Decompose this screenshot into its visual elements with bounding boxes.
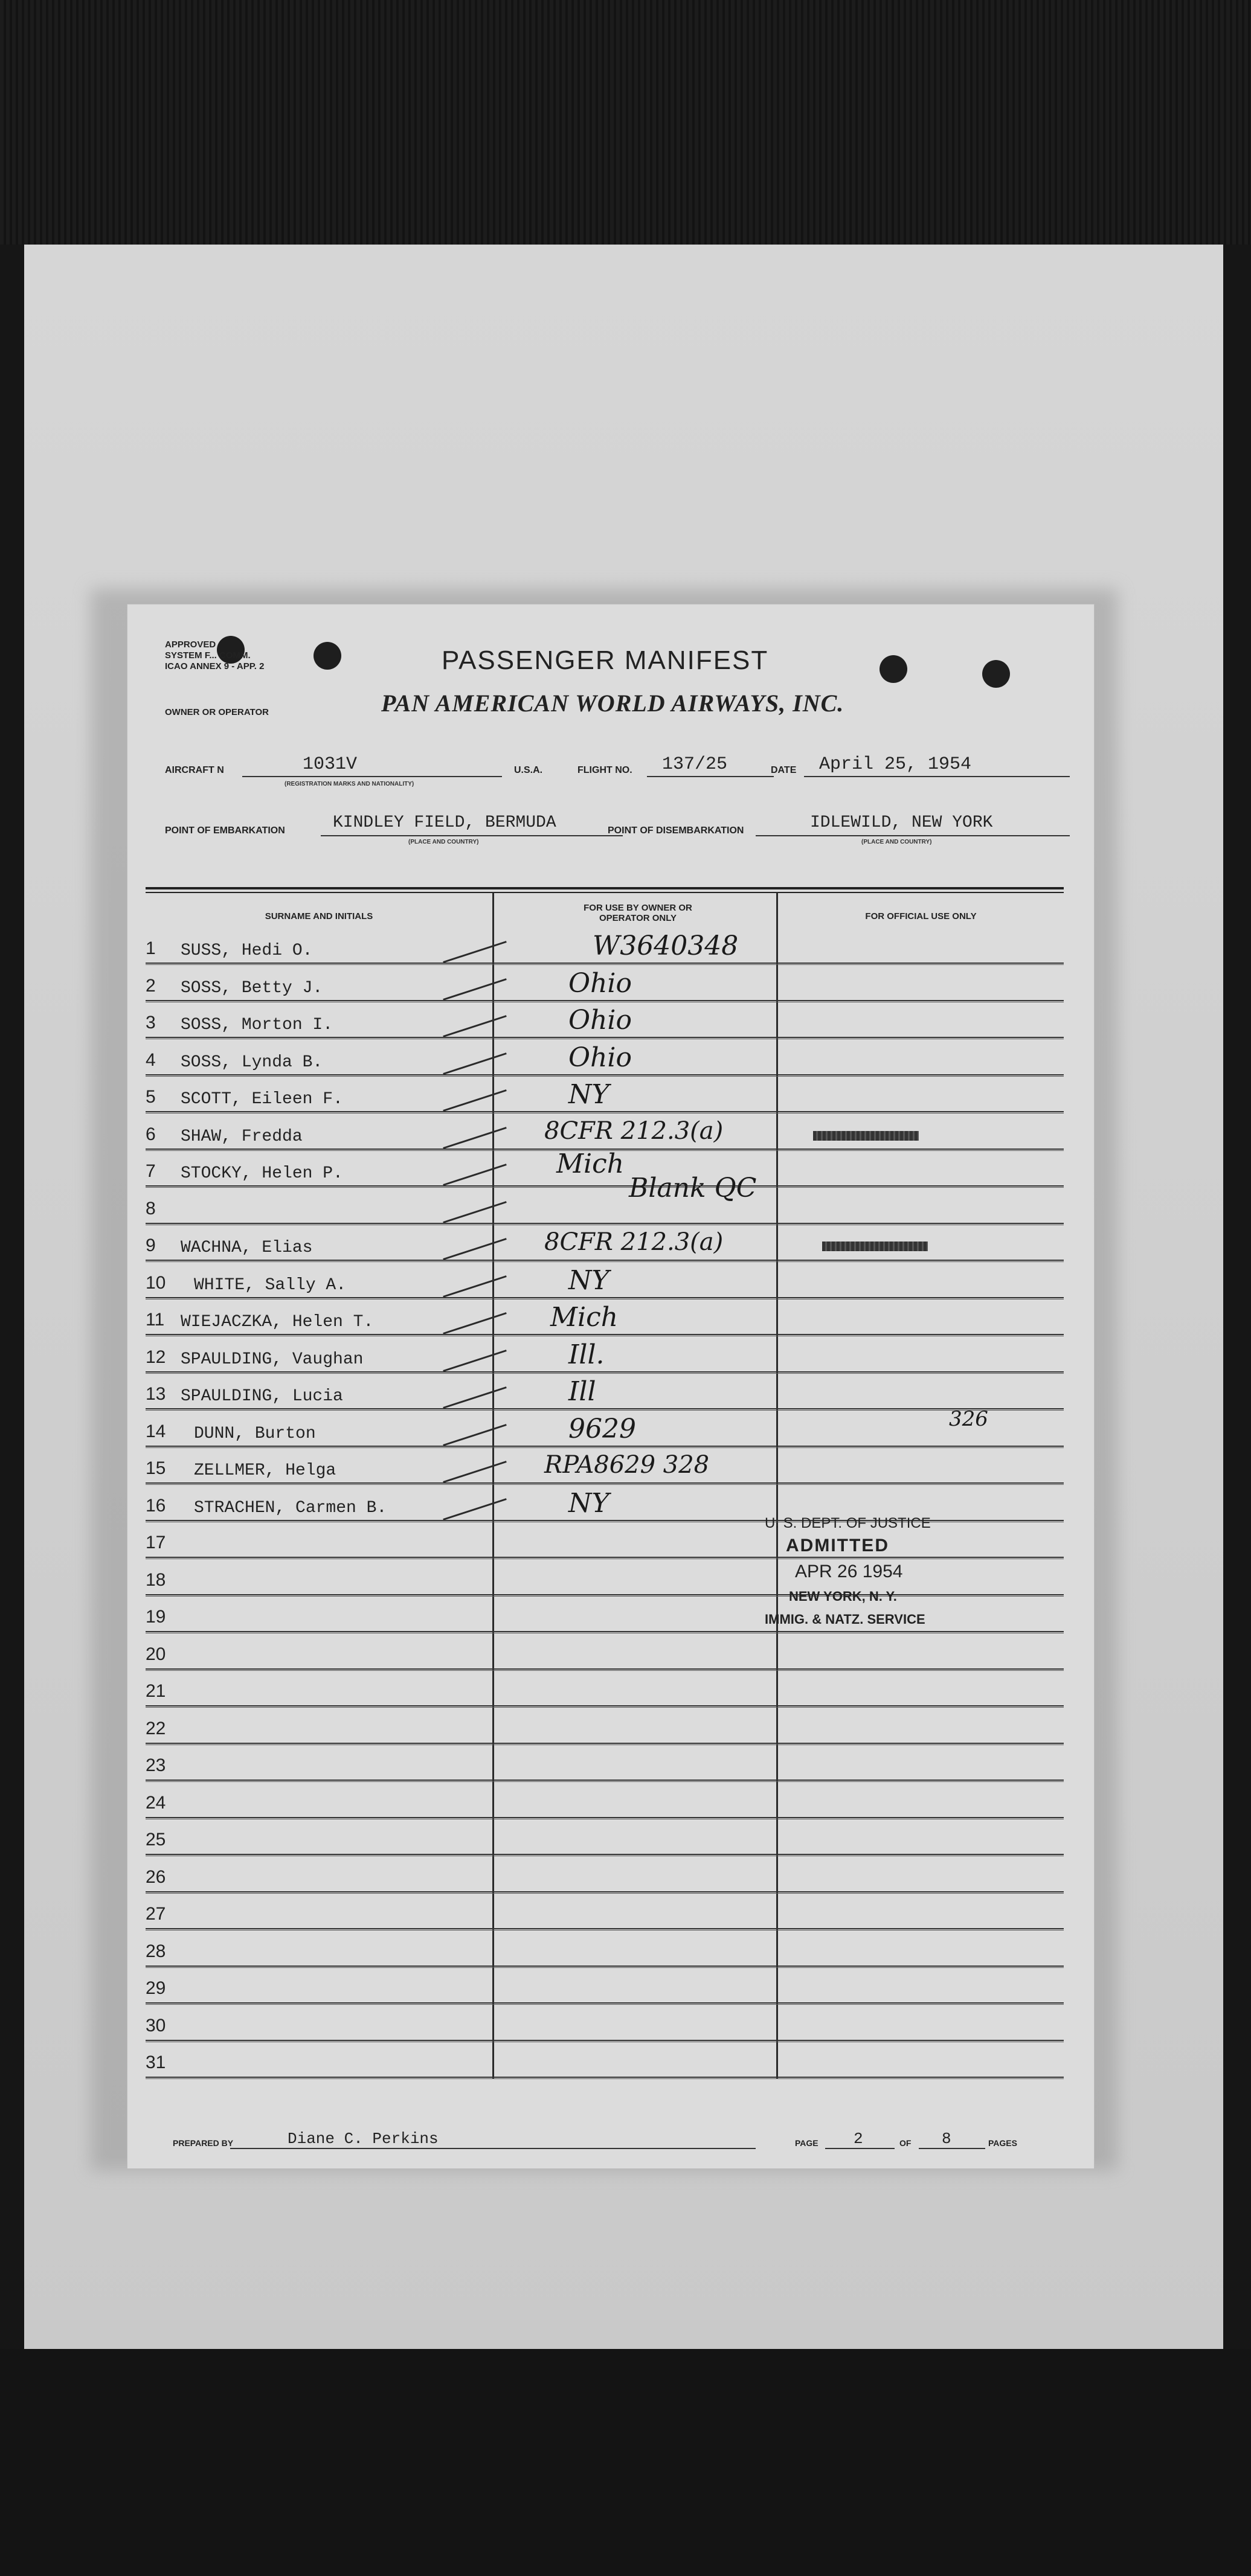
aircraft-sublabel: (REGISTRATION MARKS AND NATIONALITY)	[285, 781, 414, 787]
manifest-sheet	[127, 604, 1095, 2169]
aircraft-label: AIRCRAFT N	[165, 765, 224, 775]
flight-label: FLIGHT NO.	[577, 765, 632, 775]
approval-line: APPROVED	[165, 639, 216, 650]
handwritten-note: Blank QC	[629, 1172, 757, 1203]
handwritten-note: 8CFR 212.3(a)	[544, 1228, 724, 1256]
row-number: 14	[146, 1421, 166, 1441]
check-mark-icon	[443, 1498, 507, 1520]
handwritten-note: Ohio	[568, 1005, 632, 1036]
check-mark-icon	[443, 1461, 507, 1483]
of-label: OF	[899, 2138, 912, 2148]
row-rule	[146, 1854, 1064, 1856]
row-number: 30	[146, 2015, 166, 2036]
page-label: PAGE	[795, 2138, 818, 2148]
row-number: 4	[146, 1049, 156, 1070]
row-number: 24	[146, 1792, 166, 1813]
row-number: 3	[146, 1013, 156, 1033]
row-rule	[146, 1185, 1064, 1188]
handwritten-note: RPA8629 328	[544, 1451, 710, 1479]
film-border-bottom	[0, 2349, 1251, 2576]
row-rule	[146, 1223, 1064, 1225]
row-rule	[146, 1557, 1064, 1559]
row-number: 26	[146, 1866, 166, 1887]
usa-label: U.S.A.	[514, 765, 543, 775]
row-number: 29	[146, 1978, 166, 1998]
underline	[242, 776, 502, 777]
passenger-name: WIEJACZKA, Helen T.	[181, 1313, 374, 1331]
stamp-line: IMMIG. & NATZ. SERVICE	[765, 1612, 925, 1627]
passenger-name: STOCKY, Helen P.	[181, 1164, 343, 1183]
passenger-name: SUSS, Hedi O.	[181, 941, 313, 960]
underline	[825, 2148, 895, 2149]
row-number: 16	[146, 1495, 166, 1516]
row-rule	[146, 1817, 1064, 1819]
row-number: 6	[146, 1124, 156, 1144]
table-row	[146, 1406, 1064, 1448]
punch-hole-icon	[314, 642, 341, 670]
row-rule	[146, 1037, 1064, 1039]
handwritten-note: 8CFR 212.3(a)	[544, 1117, 724, 1145]
handwritten-note: Mich	[556, 1149, 625, 1179]
pages-label: PAGES	[988, 2138, 1017, 2148]
table-row	[146, 1857, 1064, 1894]
underline	[230, 2148, 756, 2149]
table-row	[146, 1783, 1064, 1819]
table-row	[146, 1151, 1064, 1188]
check-mark-icon	[443, 1089, 507, 1112]
row-rule	[146, 2077, 1064, 2079]
column-header-official: FOR OFFICIAL USE ONLY	[865, 911, 977, 921]
table-row	[146, 1263, 1064, 1299]
disembark-label: POINT OF DISEMBARKATION	[608, 825, 744, 836]
handwritten-note: NY	[568, 1264, 609, 1296]
stamp-admitted: ADMITTED	[786, 1536, 889, 1556]
table-top-rule	[146, 892, 1064, 893]
check-mark-icon	[443, 1201, 507, 1223]
handwritten-note: NY	[568, 1487, 609, 1519]
underline	[647, 776, 774, 777]
check-mark-icon	[443, 1238, 507, 1260]
row-number: 21	[146, 1681, 166, 1701]
passenger-name: DUNN, Burton	[194, 1424, 316, 1443]
check-mark-icon	[443, 941, 507, 963]
row-number: 12	[146, 1347, 166, 1367]
row-number: 31	[146, 2052, 166, 2072]
row-number: 15	[146, 1458, 166, 1478]
of-value: 8	[942, 2130, 951, 2148]
handwritten-note: Ohio	[568, 1042, 632, 1073]
redaction-mark	[822, 1242, 928, 1251]
table-row	[146, 1002, 1064, 1039]
film-border-top	[0, 0, 1251, 245]
row-number: 13	[146, 1384, 166, 1404]
row-rule	[146, 1408, 1064, 1411]
passenger-name: SCOTT, Eileen F.	[181, 1090, 343, 1109]
approval-line: ICAO ANNEX 9 - APP. 2	[165, 661, 265, 671]
handwritten-note: NY	[568, 1079, 609, 1110]
embark-label: POINT OF EMBARKATION	[165, 825, 285, 836]
place-sublabel: (PLACE AND COUNTRY)	[861, 839, 932, 845]
handwritten-note: Mich	[550, 1302, 619, 1333]
underline	[756, 835, 1070, 836]
table-row	[146, 1114, 1064, 1151]
prepared-label: PREPARED BY	[173, 2138, 234, 2148]
owner-label: OWNER OR OPERATOR	[165, 707, 269, 717]
row-number: 19	[146, 1607, 166, 1627]
row-rule	[146, 2040, 1064, 2042]
row-number: 8	[146, 1198, 156, 1219]
row-number: 17	[146, 1533, 166, 1552]
row-rule	[146, 1482, 1064, 1485]
page-value: 2	[854, 2130, 863, 2148]
stamp-line: NEW YORK, N. Y.	[789, 1589, 897, 1604]
table-row	[146, 2042, 1064, 2079]
table-row	[146, 1337, 1064, 1374]
flight-value: 137/25	[662, 754, 728, 775]
passenger-name: WHITE, Sally A.	[194, 1275, 347, 1295]
table-row	[146, 2005, 1064, 2042]
row-rule	[146, 1705, 1064, 1708]
row-number: 1	[146, 938, 156, 958]
redaction-mark	[813, 1131, 919, 1141]
row-rule	[146, 1111, 1064, 1113]
date-label: DATE	[771, 765, 797, 775]
row-rule	[146, 1297, 1064, 1299]
passenger-name: SOSS, Lynda B.	[181, 1053, 323, 1072]
passenger-name: SPAULDING, Vaughan	[181, 1350, 364, 1369]
passenger-name: STRACHEN, Carmen B.	[194, 1498, 387, 1517]
handwritten-note: 9629	[568, 1413, 636, 1444]
check-mark-icon	[443, 1053, 507, 1075]
row-rule	[146, 1668, 1064, 1671]
column-header-surname: SURNAME AND INITIALS	[265, 911, 373, 921]
table-row	[146, 1560, 1064, 1597]
row-rule	[146, 1074, 1064, 1077]
row-rule	[146, 1743, 1064, 1745]
table-row	[146, 1968, 1064, 2005]
handwritten-note: W3640348	[593, 931, 739, 961]
row-rule	[146, 1334, 1064, 1336]
row-rule	[146, 1260, 1064, 1262]
table-row	[146, 1448, 1064, 1485]
page-title: PASSENGER MANIFEST	[442, 646, 769, 675]
prepared-value: Diane C. Perkins	[288, 2130, 439, 2148]
passenger-name: SOSS, Betty J.	[181, 978, 323, 998]
underline	[804, 776, 1070, 777]
table-top-rule	[146, 887, 1064, 889]
row-number: 27	[146, 1904, 166, 1924]
underline	[919, 2148, 985, 2149]
row-rule	[146, 1631, 1064, 1633]
table-row	[146, 1819, 1064, 1856]
approval-line: SYSTEM F... COMM.	[165, 650, 251, 661]
handwritten-note: Ill	[568, 1376, 596, 1407]
passenger-name: SHAW, Fredda	[181, 1127, 303, 1146]
approval-note	[165, 639, 265, 672]
check-mark-icon	[443, 978, 507, 1001]
row-number: 9	[146, 1235, 156, 1255]
table-row	[146, 1374, 1064, 1411]
row-number: 18	[146, 1569, 166, 1590]
table-row	[146, 1634, 1064, 1671]
punch-hole-icon	[880, 655, 907, 683]
check-mark-icon	[443, 1312, 507, 1334]
row-number: 11	[146, 1310, 165, 1330]
row-number: 22	[146, 1718, 166, 1738]
row-number: 5	[146, 1087, 156, 1107]
official-note: 326	[949, 1406, 988, 1431]
underline	[321, 835, 623, 836]
row-rule	[146, 1966, 1064, 1968]
check-mark-icon	[443, 1127, 507, 1149]
date-value: April 25, 1954	[819, 754, 972, 775]
table-row	[146, 1745, 1064, 1782]
row-rule	[146, 1371, 1064, 1374]
table-row	[146, 1671, 1064, 1708]
place-sublabel: (PLACE AND COUNTRY)	[408, 839, 479, 845]
passenger-name: WACHNA, Elias	[181, 1238, 313, 1257]
handwritten-note: Ill.	[568, 1339, 605, 1370]
row-number: 10	[146, 1272, 166, 1293]
row-rule	[146, 963, 1064, 965]
row-number: 28	[146, 1941, 166, 1961]
passenger-name: SOSS, Morton I.	[181, 1016, 333, 1034]
table-row	[146, 1077, 1064, 1113]
row-rule	[146, 1446, 1064, 1448]
row-number: 2	[146, 975, 156, 996]
airline-name: PAN AMERICAN WORLD AIRWAYS, INC.	[381, 690, 844, 717]
row-rule	[146, 1928, 1064, 1930]
row-rule	[146, 1780, 1064, 1782]
row-rule	[146, 1594, 1064, 1597]
row-rule	[146, 2002, 1064, 2005]
row-number: 20	[146, 1644, 166, 1664]
table-row	[146, 928, 1064, 965]
row-rule	[146, 1000, 1064, 1002]
table-row	[146, 1931, 1064, 1968]
stamp-date: APR 26 1954	[795, 1562, 903, 1581]
row-rule	[146, 1891, 1064, 1894]
table-row	[146, 1708, 1064, 1745]
check-mark-icon	[443, 1164, 507, 1186]
aircraft-value: 1031V	[303, 754, 358, 775]
table-row	[146, 1299, 1064, 1336]
row-number: 7	[146, 1161, 156, 1181]
table-row	[146, 1894, 1064, 1930]
punch-hole-icon	[982, 660, 1010, 688]
passenger-name: SPAULDING, Lucia	[181, 1387, 343, 1406]
handwritten-note: Ohio	[568, 967, 632, 999]
column-header-owner: FOR USE BY OWNER OR OPERATOR ONLY	[584, 903, 692, 923]
check-mark-icon	[443, 1386, 507, 1409]
table-row	[146, 966, 1064, 1002]
row-number: 25	[146, 1830, 166, 1850]
check-mark-icon	[443, 1275, 507, 1298]
check-mark-icon	[443, 1350, 507, 1372]
stamp-line: U. S. DEPT. OF JUSTICE	[765, 1515, 931, 1531]
row-number: 23	[146, 1755, 166, 1775]
check-mark-icon	[443, 1015, 507, 1037]
check-mark-icon	[443, 1424, 507, 1446]
table-row	[146, 1040, 1064, 1077]
table-row	[146, 1597, 1064, 1633]
passenger-name: ZELLMER, Helga	[194, 1461, 336, 1480]
disembark-value: IDLEWILD, NEW YORK	[810, 813, 993, 832]
embark-value: KINDLEY FIELD, BERMUDA	[333, 813, 556, 832]
